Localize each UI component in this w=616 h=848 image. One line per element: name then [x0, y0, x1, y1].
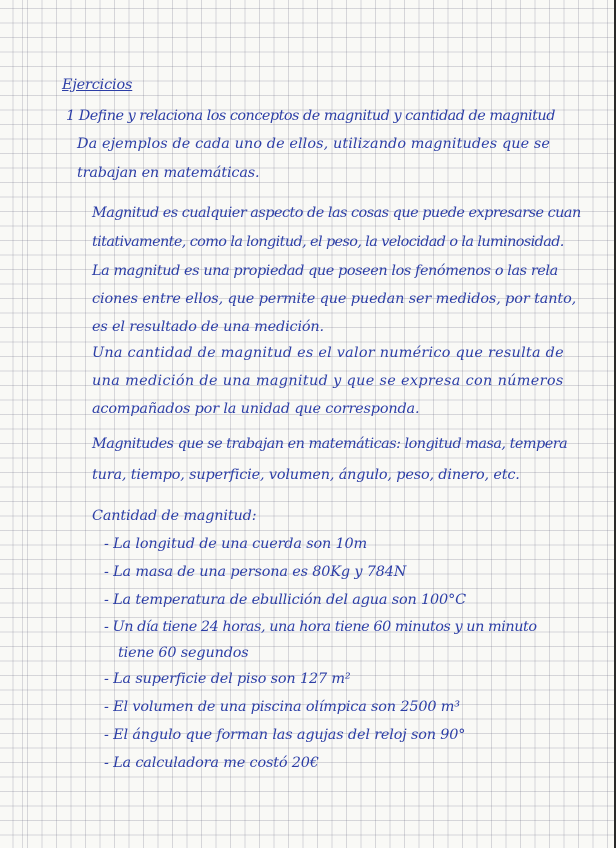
list-item: - El ángulo que forman las agujas del reloj son 90°	[104, 727, 466, 743]
quantity-line-1: Una cantidad de magnitud es el valor numérico que resulta de	[92, 345, 564, 361]
exercise-heading: Ejercicios	[62, 77, 133, 93]
definition-line-5: es el resultado de una medición.	[92, 319, 324, 335]
quantity-line-2: una medición de una magnitud y que se expresa con números	[92, 373, 564, 389]
magnitudes-line-1: Magnitudes que se trabajan en matemáticas: longitud masa, tempera	[92, 436, 568, 452]
list-item: - La masa de una persona es 80Kg y 784N	[104, 564, 407, 580]
magnitudes-line-2: tura, tiempo, superficie, volumen, ángulo, peso, dinero, etc.	[92, 467, 520, 483]
definition-line-2: titativamente, como la longitud, el peso, la velocidad o la luminosidad.	[92, 234, 564, 250]
list-title: Cantidad de magnitud:	[92, 508, 257, 524]
list-item: - La superficie del piso son 127 m²	[104, 671, 351, 687]
definition-line-3: La magnitud es una propiedad que poseen los fenómenos o las rela	[92, 263, 558, 279]
question-line-1: 1 Define y relaciona los conceptos de magnitud y cantidad de magnitud	[66, 108, 555, 124]
definition-line-4: ciones entre ellos, que permite que puedan ser medidos, por tanto,	[92, 291, 577, 307]
list-item-continuation: tiene 60 segundos	[118, 645, 249, 661]
definition-line-1: Magnitud es cualquier aspecto de las cosas que puede expresarse cuan	[92, 205, 581, 221]
list-item: - El volumen de una piscina olímpica son 2500 m³	[104, 699, 460, 715]
question-line-3: trabajan en matemáticas.	[77, 165, 260, 181]
list-item: - Un día tiene 24 horas, una hora tiene 60 minutos y un minuto	[104, 619, 537, 635]
list-item: - La longitud de una cuerda son 10m	[104, 536, 368, 552]
question-line-2: Da ejemplos de cada uno de ellos, utilizando magnitudes que se	[77, 136, 551, 152]
page-margin-line	[22, 0, 23, 848]
list-item: - La calculadora me costó 20€	[104, 755, 319, 771]
quantity-line-3: acompañados por la unidad que corresponda.	[92, 401, 420, 417]
list-item: - La temperatura de ebullición del agua son 100°C	[104, 592, 466, 608]
